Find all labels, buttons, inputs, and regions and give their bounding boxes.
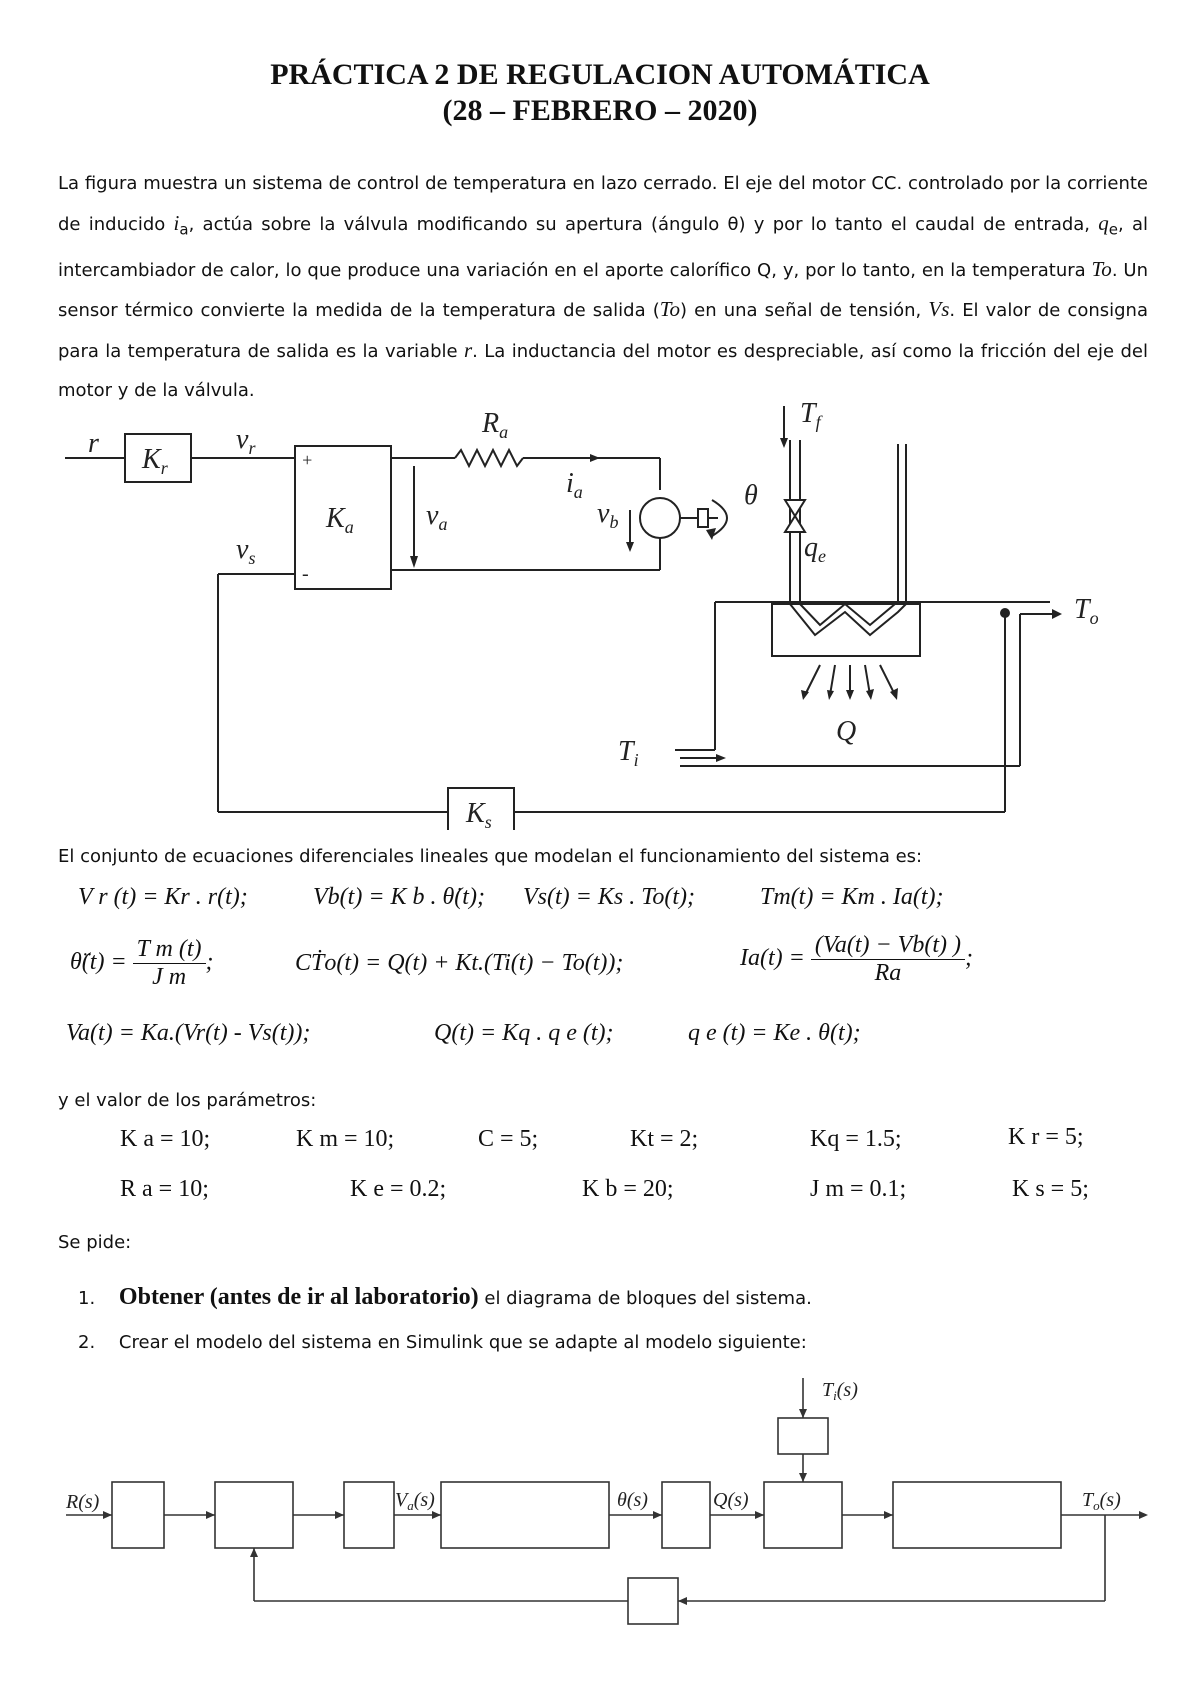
eq-theta-ddot: θ̈(t) = $\frac{\text{T m (t)}}{\text{J m}}$ ; bbox=[70, 936, 214, 990]
fig1-vs-label: $v_s$ bbox=[236, 534, 256, 568]
params-intro: y el valor de los parámetros: bbox=[58, 1090, 317, 1111]
fig1-minus: - bbox=[302, 563, 309, 585]
fig1-q-label: Q bbox=[836, 716, 857, 747]
fig2-ti-label: $T_i(s)$ bbox=[822, 1379, 858, 1403]
fig2-theta-label: θ(s) bbox=[617, 1489, 648, 1511]
eq-ia: Ia(t) = $\frac{(Va(t) - Vb(t) )}{Ra}$ ; bbox=[740, 932, 973, 986]
fig2-to-label: $T_o(s)$ bbox=[1082, 1489, 1121, 1513]
param-ke: K e = 0.2; bbox=[350, 1176, 447, 1202]
eq-tm: Tm(t) = Km . Ia(t); bbox=[760, 884, 944, 910]
fig1-theta-label: θ bbox=[744, 480, 758, 511]
block-diagram-template bbox=[0, 1370, 1200, 1670]
eq-c-todot: CṪo(t) = Q(t) + Kt.(Ti(t) − To(t)); bbox=[295, 950, 624, 976]
fig1-plus: + bbox=[301, 450, 314, 470]
eq-vr: V r (t) = Kr . r(t); bbox=[78, 884, 248, 910]
fig2-r-label: R(s) bbox=[66, 1491, 100, 1513]
block-6 bbox=[764, 1482, 842, 1548]
param-ra: R a = 10; bbox=[120, 1176, 209, 1202]
resistor-ra bbox=[455, 450, 523, 466]
fig1-ti-label: $T_i$ bbox=[618, 736, 639, 770]
fig1-tf-label: $T_f$ bbox=[800, 398, 821, 432]
task-item-1: 1. Obtener (antes de ir al laboratorio) el diagrama de bloques del sistema. bbox=[78, 1284, 812, 1310]
eq-va: Va(t) = Ka.(Vr(t) - Vs(t)); bbox=[66, 1020, 311, 1046]
fig1-vr-label: $v_r$ bbox=[236, 424, 256, 458]
fig1-qe-label: $q_e$ bbox=[804, 532, 826, 566]
fig1-ka-label: $K_a$ bbox=[326, 503, 354, 537]
block-2 bbox=[215, 1482, 293, 1548]
fig1-va-label: $v_a$ bbox=[426, 500, 448, 534]
eq-q: Q(t) = Kq . q e (t); bbox=[434, 1020, 614, 1046]
eq-qe: q e (t) = Ke . θ(t); bbox=[688, 1020, 861, 1046]
equations-intro: El conjunto de ecuaciones diferenciales lineales que modelan el funcionamiento del sistema es: bbox=[58, 846, 923, 867]
fig1-to-label: $T_o$ bbox=[1074, 594, 1099, 628]
motor bbox=[640, 498, 680, 538]
tasks-intro: Se pide: bbox=[58, 1232, 132, 1253]
param-kr: K r = 5; bbox=[1008, 1124, 1084, 1150]
param-km: K m = 10; bbox=[296, 1126, 395, 1152]
block-1 bbox=[112, 1482, 164, 1548]
task-item-2: 2. Crear el modelo del sistema en Simulink que se adapte al modelo siguiente: bbox=[78, 1332, 807, 1353]
fig1-ra-label: $R_a$ bbox=[482, 408, 509, 442]
fig2-va-label: $V_a(s)$ bbox=[395, 1489, 435, 1513]
fig1-kr-label: $K_r$ bbox=[142, 444, 168, 478]
system-schematic bbox=[0, 390, 1200, 830]
eq-vb: Vb(t) = K b . θ̇(t); bbox=[313, 884, 485, 910]
block-7 bbox=[893, 1482, 1061, 1548]
block-3 bbox=[344, 1482, 394, 1548]
param-kq: Kq = 1.5; bbox=[810, 1126, 902, 1152]
block-4 bbox=[441, 1482, 609, 1548]
param-c: C = 5; bbox=[478, 1126, 539, 1152]
param-kb: K b = 20; bbox=[582, 1176, 674, 1202]
fig1-ks-label: $K_s$ bbox=[466, 798, 492, 830]
page-title-line1: PRÁCTICA 2 DE REGULACION AUTOMÁTICA bbox=[270, 58, 930, 91]
fig1-vb-label: $v_b$ bbox=[597, 498, 619, 532]
block-feedback bbox=[628, 1578, 678, 1624]
intro-paragraph: La figura muestra un sistema de control de temperatura en lazo cerrado. El eje del motor CC. controlado por la corriente de inducido $i_a$, actúa sobre la válvula modificando su apertura (ángulo θ) y por lo tanto el caudal de entrada, $q_e$, al intercambiador de calor, lo que produce una variación en el aporte calorífico Q, y, por lo tanto, en la temperatura To. Un sensor térmico convierte la medida de la temperatura de salida (To) en una señal de tensión, Vs. El valor de consigna para la temperatura de salida es la variable r. La inductancia del motor es despreciable, así como la fricción del eje del motor y de la válvula. bbox=[58, 173, 1149, 402]
param-ka: K a = 10; bbox=[120, 1126, 211, 1152]
param-jm: J m = 0.1; bbox=[810, 1176, 907, 1202]
param-ks: K s = 5; bbox=[1012, 1176, 1089, 1202]
eq-vs: Vs(t) = Ks . To(t); bbox=[523, 884, 695, 910]
fig2-q-label: Q(s) bbox=[713, 1489, 749, 1511]
fig1-ia-label: $i_a$ bbox=[566, 468, 583, 502]
fig1-r-label: r bbox=[88, 428, 99, 459]
block-5 bbox=[662, 1482, 710, 1548]
page-title-line2: (28 – FEBRERO – 2020) bbox=[442, 94, 758, 127]
param-kt: Kt = 2; bbox=[630, 1126, 699, 1152]
block-ti bbox=[778, 1418, 828, 1454]
